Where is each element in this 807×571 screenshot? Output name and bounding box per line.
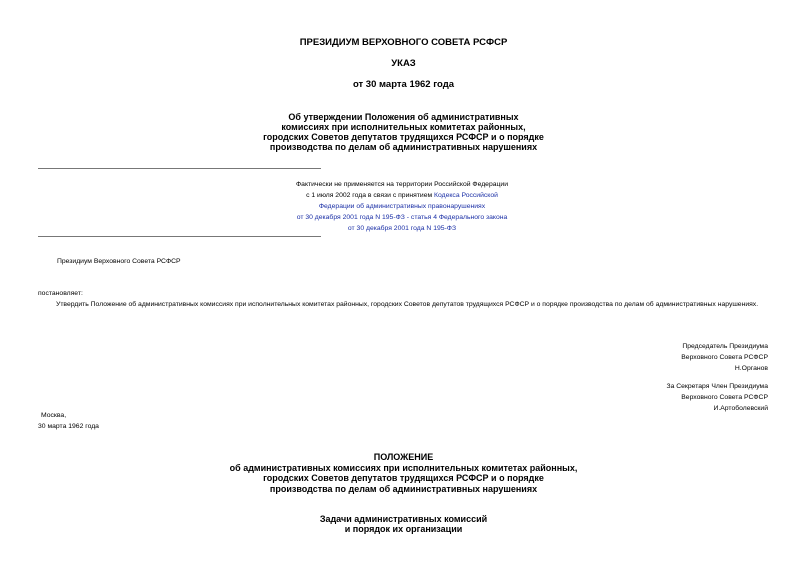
section-title-line: и порядок их организации: [344, 524, 463, 534]
title-line: комиссиях при исполнительных комитетах районных,: [281, 122, 526, 132]
secretary-signature: [666, 381, 768, 414]
section-title-line: Задачи административных комиссий: [319, 514, 488, 524]
law-link[interactable]: от 30 декабря 2001 года N 195-ФЗ: [347, 225, 457, 232]
issuer-text: Президиум Верховного Совета РСФСР: [57, 258, 181, 265]
editorial-note: [246, 179, 558, 234]
title-line: производства по делам об административных нарушениях: [269, 142, 538, 152]
decree-paragraph: Утвердить Положение об административных комиссиях при исполнительных комитетах районных, городских Советов депутатов трудящихся РСФСР и о порядке производства по делам об административных нарушениях.: [56, 301, 759, 308]
signature-line: Верховного Совета РСФСР: [681, 354, 768, 361]
divider: [38, 236, 321, 237]
subtitle-line: об административных комиссиях при исполнительных комитетах районных,: [229, 463, 578, 473]
note-line: Фактически не применяется на территории Российской Федерации: [296, 181, 508, 188]
regulation-heading: ПОЛОЖЕНИЕ: [373, 452, 434, 462]
code-link[interactable]: Кодекса Российской: [434, 192, 498, 199]
subtitle-line: городских Советов депутатов трудящихся РСФСР и о порядке: [263, 473, 544, 483]
signature-line: Председатель Президиума: [682, 343, 768, 350]
document-type: УКАЗ: [391, 58, 416, 69]
signing-date: 30 марта 1962 года: [38, 423, 99, 430]
signing-city: Москва,: [41, 412, 67, 419]
code-link[interactable]: Федерации об административных правонарушениях: [318, 203, 486, 210]
issuer-heading: ПРЕЗИДИУМ ВЕРХОВНОГО СОВЕТА РСФСР: [299, 37, 508, 48]
signature-line: Верховного Совета РСФСР: [681, 394, 768, 401]
note-text: с 1 июля 2002 года в связи с принятием: [306, 192, 435, 199]
subtitle-line: производства по делам об административных нарушениях: [269, 484, 538, 494]
title-line: Об утверждении Положения об административных: [288, 112, 519, 122]
divider: [38, 168, 321, 169]
note-line: [246, 190, 558, 201]
signature-name: И.Артоболевский: [713, 405, 768, 412]
chair-signature: [681, 341, 768, 374]
signature-line: За Секретаря Член Президиума: [666, 383, 768, 390]
signature-name: Н.Органов: [734, 365, 768, 372]
resolves-text: постановляет:: [38, 290, 83, 297]
law-link[interactable]: от 30 декабря 2001 года N 195-ФЗ - статья 4 Федерального закона: [296, 214, 508, 221]
document-date: от 30 марта 1962 года: [352, 79, 455, 90]
title-line: городских Советов депутатов трудящихся РСФСР и о порядке: [263, 132, 544, 142]
